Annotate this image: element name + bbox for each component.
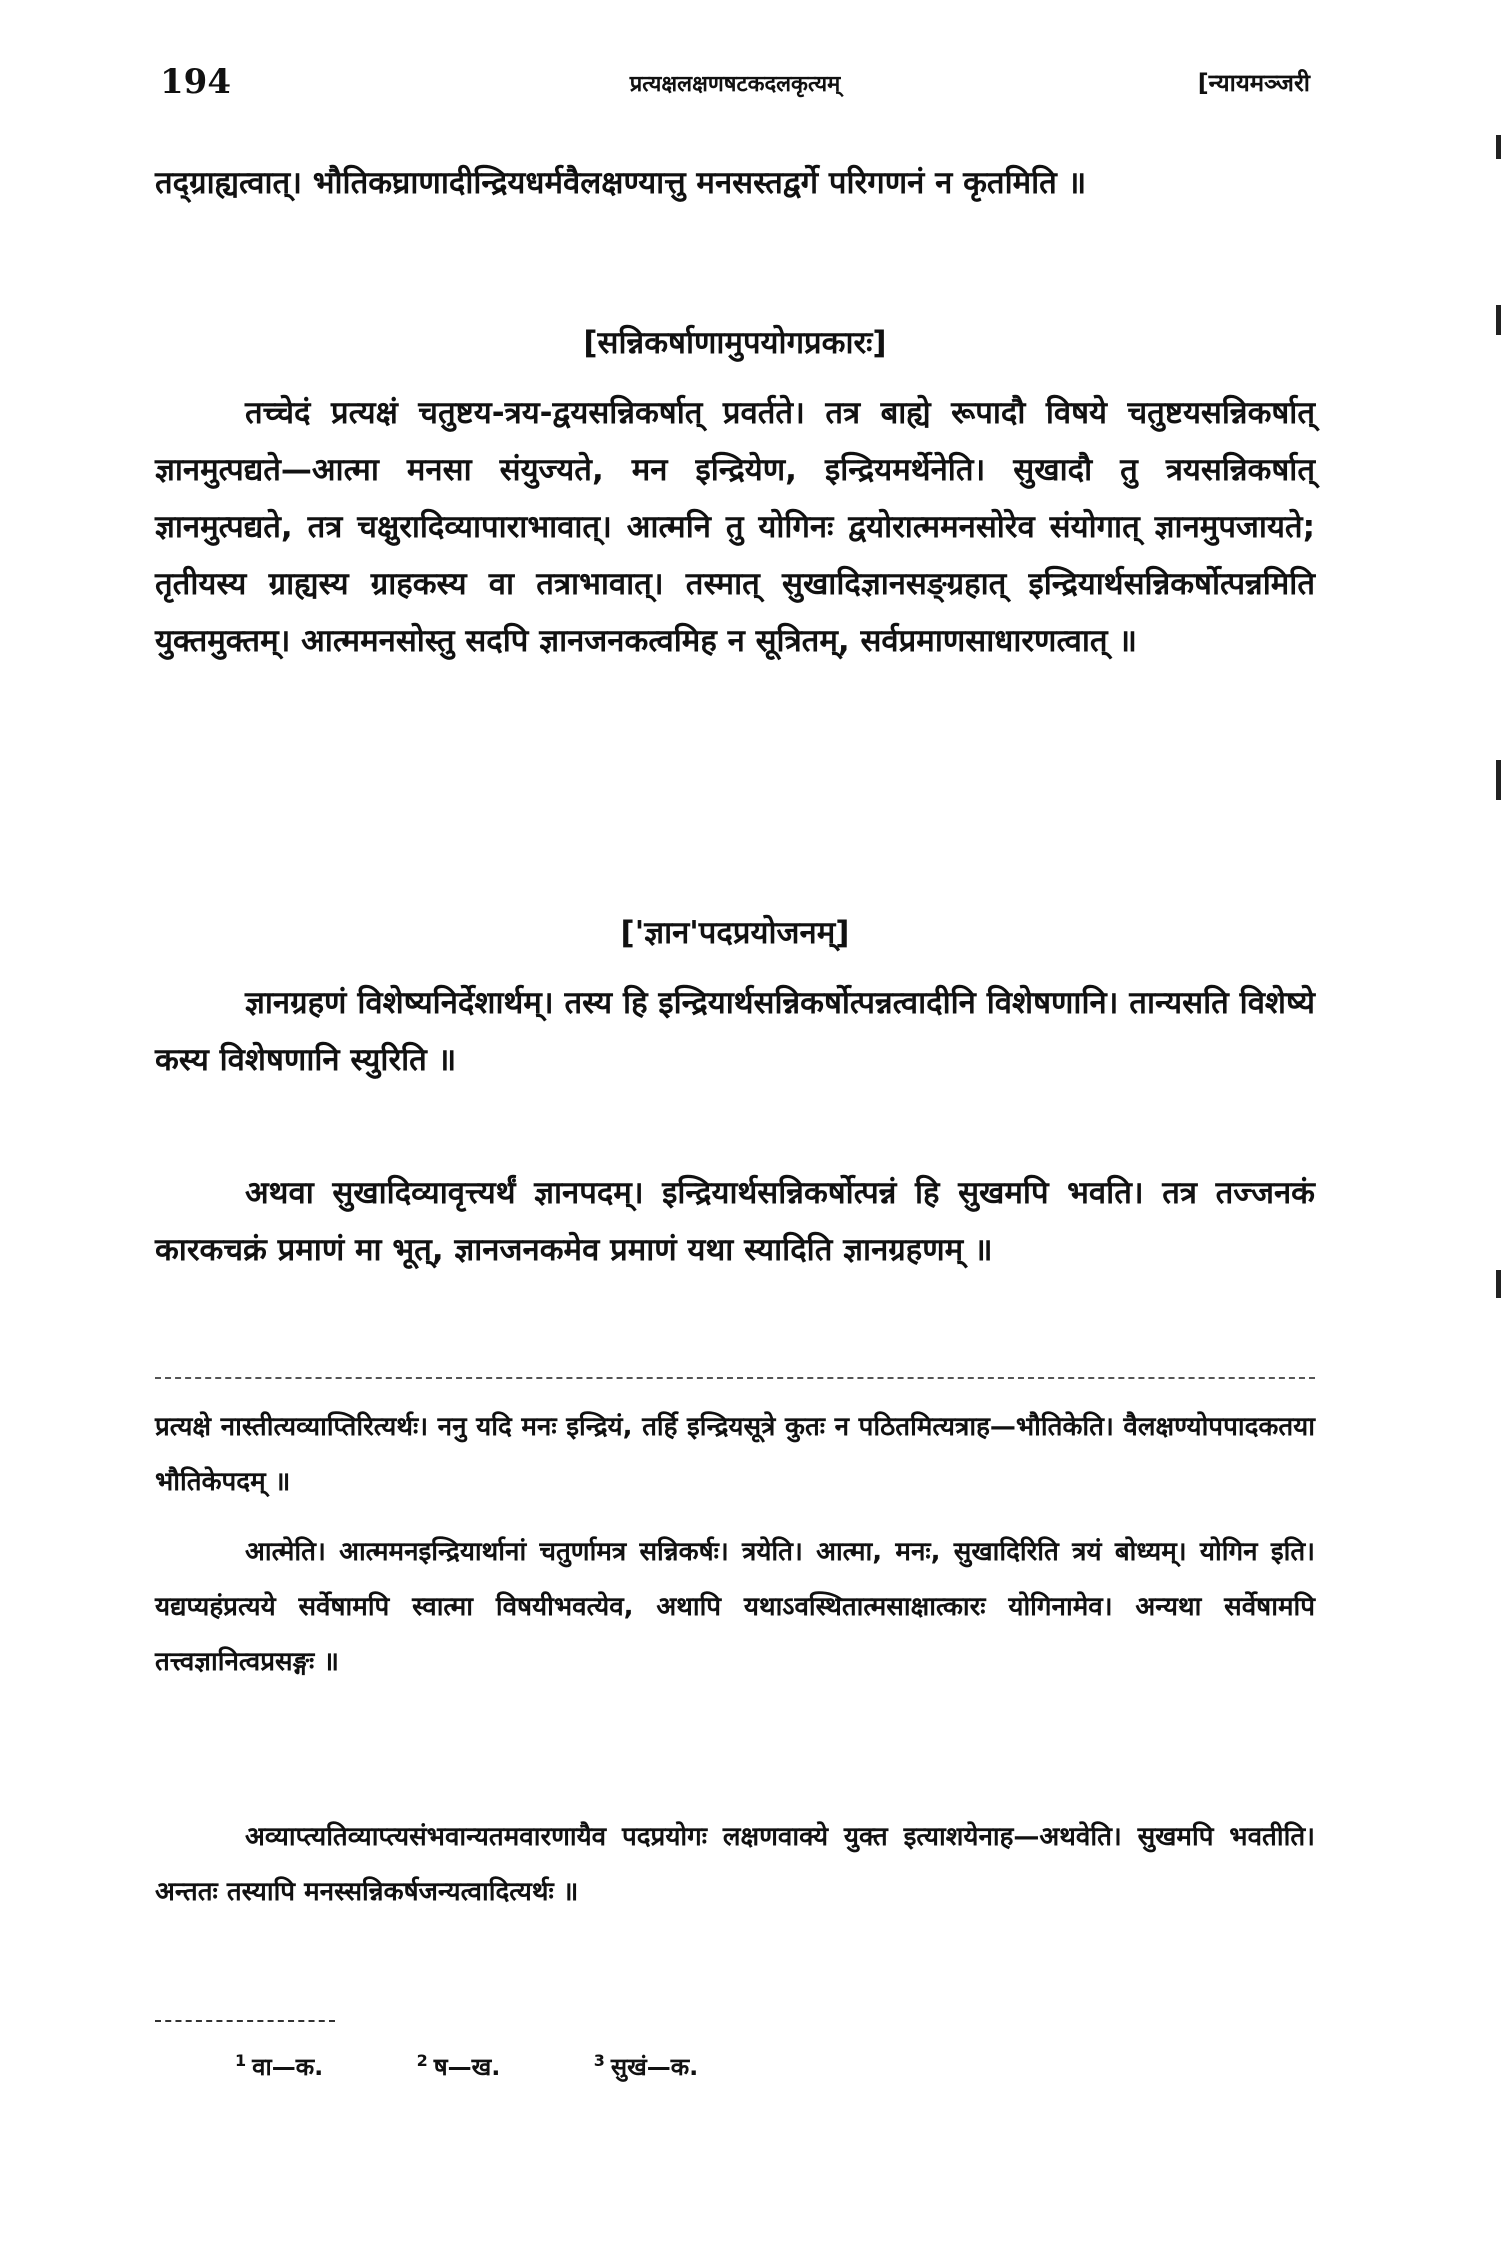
scan-edge-mark	[1496, 760, 1501, 800]
footnote-2: $^2$ ष—ख.	[416, 2051, 501, 2081]
paragraph-3: ज्ञानग्रहणं विशेष्यनिर्देशार्थम्। तस्य हि इन्द्रियार्थसन्निकर्षोत्पन्नत्वादीनि विशेषणानि। तान्यसति विशेष्ये कस्य विशेषणानि स्युरिति ॥	[155, 985, 1315, 1078]
paragraph-4: अथवा सुखादिव्यावृत्त्यर्थं ज्ञानपदम्। इन्द्रियार्थसन्निकर्षोत्पन्नं हि सुखमपि भवति। तत्र तज्जनकं कारकचक्रं प्रमाणं मा भूत्, ज्ञानजनकमेव प्रमाणं यथा स्यादिति ज्ञानग्रहणम् ॥	[155, 1175, 1315, 1268]
footnotes	[235, 2050, 783, 2083]
running-title: प्रत्यक्षलक्षणषटकदलकृत्यम्	[629, 72, 841, 97]
scan-edge-mark	[1496, 1270, 1501, 1298]
commentary-1: प्रत्यक्षे नास्तीत्यव्याप्तिरित्यर्थः। ननु यदि मनः इन्द्रियं, तर्हि इन्द्रियसूत्रे कुतः न पठितमित्यत्राह—भौतिकेति। वैलक्षण्योपपादकतया भौतिकेपदम् ॥	[155, 1412, 1315, 1497]
footnote-1: $^1$ वा—क.	[235, 2051, 324, 2081]
scan-edge-mark	[1496, 135, 1501, 159]
footnote-3: $^3$ सुखं—क.	[593, 2051, 699, 2081]
running-head	[160, 62, 1310, 112]
commentary-2: आत्मेति। आत्ममनइन्द्रियार्थानां चतुर्णामत्र सन्निकर्षः। त्रयेति। आत्मा, मनः, सुखादिरिति त्रयं बोध्यम्। योगिन इति। यद्यप्यहंप्रत्यये सर्वेषामपि स्वात्मा विषयीभवत्येव, अथापि यथाऽवस्थितात्मसाक्षात्कारः योगिनामेव। अन्यथा सर्वेषामपि तत्त्वज्ञानित्वप्रसङ्गः ॥	[155, 1537, 1315, 1677]
section-heading-1: [सन्निकर्षाणामुपयोगप्रकारः]	[583, 325, 887, 361]
section-heading-2: ['ज्ञान'पदप्रयोजनम्]	[620, 915, 850, 951]
commentary-3: अव्याप्त्यतिव्याप्त्यसंभवान्यतमवारणायैव पदप्रयोगः लक्षणवाक्ये युक्त इत्याशयेनाह—अथवेति। सुखमपि भवतीति। अन्ततः तस्यापि मनस्सन्निकर्षजन्यत्वादित्यर्थः ॥	[155, 1822, 1315, 1907]
footnote-rule	[155, 2020, 335, 2022]
paragraph-2: तच्चेदं प्रत्यक्षं चतुष्टय-त्रय-द्वयसन्निकर्षात् प्रवर्तते। तत्र बाह्ये रूपादौ विषये चतुष्टयसन्निकर्षात् ज्ञानमुत्पद्यते—आत्मा मनसा संयुज्यते, मन इन्द्रियेण, इन्द्रियमर्थेनेति। सुखादौ तु त्रयसन्निकर्षात् ज्ञानमुत्पद्यते, तत्र चक्षुरादिव्यापाराभावात्। आत्मनि तु योगिनः द्वयोरात्ममनसोरेव संयोगात् ज्ञानमुपजायते; तृतीयस्य ग्राह्यस्य ग्राहकस्य वा तत्राभावात्। तस्मात् सुखादिज्ञानसङ्ग्रहात् इन्द्रियार्थसन्निकर्षोत्पन्नमिति युक्तमुक्तम्। आत्ममनसोस्तु सदपि ज्ञानजनकत्वमिह न सूत्रितम्, सर्वप्रमाणसाधारणत्वात् ॥	[155, 395, 1315, 659]
running-section: [न्यायमञ्जरी	[1197, 69, 1310, 97]
commentary-divider	[155, 1377, 1315, 1379]
page-number: 194	[160, 62, 231, 102]
paragraph-1: तद्ग्राह्यत्वात्। भौतिकघ्राणादीन्द्रियधर्मवैलक्षण्यात्तु मनसस्तद्वर्गे परिगणनं न कृतमिति ॥	[155, 165, 1087, 201]
scan-edge-mark	[1496, 305, 1501, 335]
